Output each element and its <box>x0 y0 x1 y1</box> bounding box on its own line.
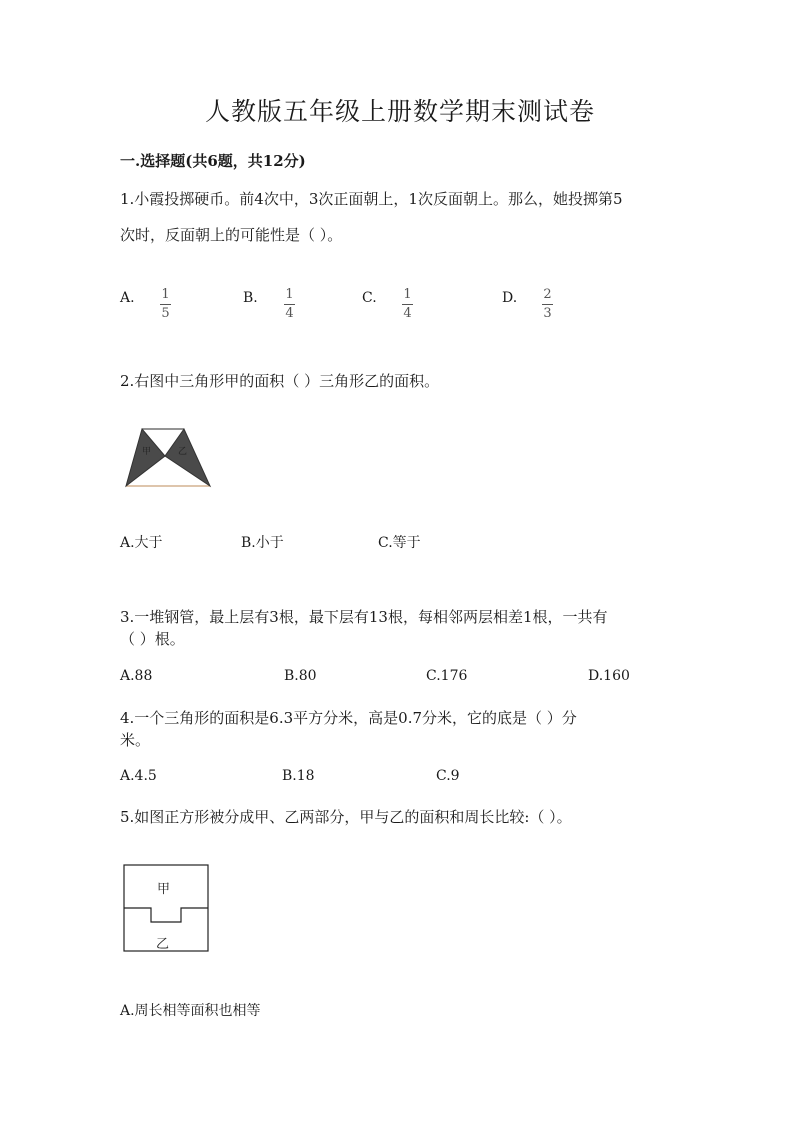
q4-line2: 米。 <box>120 731 151 749</box>
q3-option-c[interactable]: C.176 <box>426 668 468 684</box>
q5-square-figure <box>123 864 211 954</box>
numerator: 2 <box>543 287 552 302</box>
page-title: 人教版五年级上册数学期末测试卷 <box>204 97 595 126</box>
numerator: 1 <box>161 287 170 302</box>
q2-option-b[interactable]: B.小于 <box>241 535 284 551</box>
q4-option-c[interactable]: C.9 <box>436 768 460 784</box>
q2-triangles-figure <box>122 426 214 490</box>
q3-option-b[interactable]: B.80 <box>284 668 317 684</box>
q3-option-a[interactable]: A.88 <box>120 668 153 684</box>
q5-option-a[interactable]: A.周长相等面积也相等 <box>120 1003 261 1019</box>
q3-line1: 3.一堆钢管，最上层有3根，最下层有13根，每相邻两层相差1根，一共有 <box>120 608 608 626</box>
jia-label: 甲 <box>157 882 171 897</box>
q5-text: 5.如图正方形被分成甲、乙两部分，甲与乙的面积和周长比较:（ ）。 <box>120 808 572 826</box>
q1-option-b-fraction <box>284 288 295 321</box>
q1-option-a-fraction <box>160 288 171 321</box>
q4-option-a[interactable]: A.4.5 <box>120 768 157 784</box>
jia-label: 甲 <box>142 447 152 457</box>
q1-line1: 1.小霞投掷硬币。前4次中，3次正面朝上，1次反面朝上。那么，她投掷第5 <box>120 190 623 208</box>
numerator: 1 <box>285 287 294 302</box>
q1-option-b[interactable] <box>243 290 258 306</box>
q1-option-d[interactable] <box>502 290 517 306</box>
numerator: 1 <box>403 287 412 302</box>
q3-option-d[interactable]: D.160 <box>588 668 630 684</box>
q3-line2: （ ）根。 <box>120 630 185 648</box>
q1-option-c[interactable] <box>362 290 377 306</box>
denominator: 4 <box>285 306 294 321</box>
option-label: C. <box>362 290 377 306</box>
q1-line2: 次时，反面朝上的可能性是（ ）。 <box>120 226 343 244</box>
denominator: 3 <box>543 306 552 321</box>
q2-text: 2.右图中三角形甲的面积（ ）三角形乙的面积。 <box>120 372 440 390</box>
yi-label: 乙 <box>178 447 188 457</box>
yi-label: 乙 <box>156 937 170 952</box>
denominator: 5 <box>161 306 170 321</box>
section-header: 一.选择题(共6题，共12分) <box>120 152 306 170</box>
option-label: A. <box>120 290 135 306</box>
denominator: 4 <box>403 306 412 321</box>
q1-option-d-fraction <box>542 288 553 321</box>
q2-option-a[interactable]: A.大于 <box>120 535 163 551</box>
q4-option-b[interactable]: B.18 <box>282 768 315 784</box>
option-label: B. <box>243 290 258 306</box>
q1-option-a[interactable] <box>120 290 135 306</box>
q2-option-c[interactable]: C.等于 <box>378 535 421 551</box>
q1-option-c-fraction <box>402 288 413 321</box>
q4-line1: 4.一个三角形的面积是6.3平方分米，高是0.7分米，它的底是（ ）分 <box>120 709 577 727</box>
option-label: D. <box>502 290 518 306</box>
